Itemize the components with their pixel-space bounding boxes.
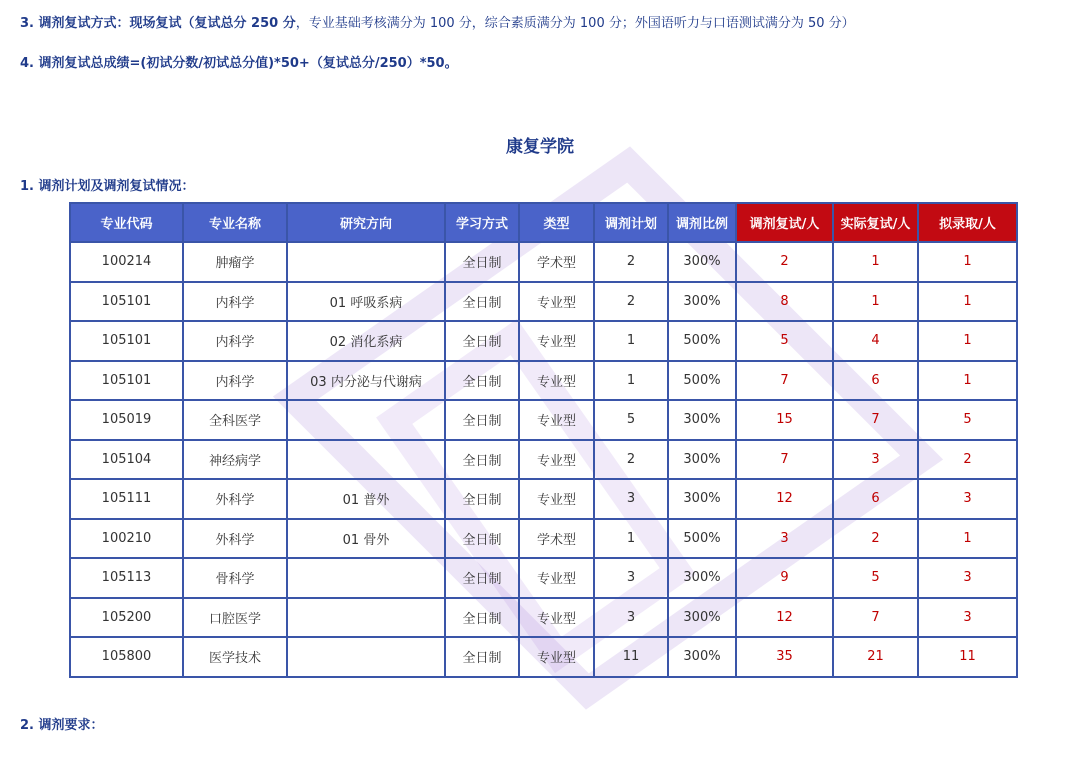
table-cell: 105111 <box>70 479 183 519</box>
column-header: 研究方向 <box>287 203 445 242</box>
table-cell: 肿瘤学 <box>183 242 287 282</box>
table-cell <box>287 637 445 677</box>
table-cell: 全日制 <box>445 361 519 401</box>
table-cell: 03 内分泌与代谢病 <box>287 361 445 401</box>
table-cell: 口腔医学 <box>183 598 287 638</box>
college-title: 康复学院 <box>506 137 574 157</box>
table-cell: 1 <box>594 361 668 401</box>
table-cell: 3 <box>594 479 668 519</box>
section-heading-plan: 1. 调剂计划及调剂复试情况： <box>20 179 195 194</box>
table-cell: 医学技术 <box>183 637 287 677</box>
column-header: 实际复试/人 <box>833 203 918 242</box>
table-row <box>70 637 1017 677</box>
table-cell: 全日制 <box>445 242 519 282</box>
column-header: 专业名称 <box>183 203 287 242</box>
table-cell: 105200 <box>70 598 183 638</box>
table-cell: 300% <box>668 479 736 519</box>
table-cell: 2 <box>594 282 668 322</box>
table-cell: 11 <box>918 637 1017 677</box>
table-cell: 专业型 <box>519 282 594 322</box>
table-cell: 3 <box>594 558 668 598</box>
table-cell <box>287 400 445 440</box>
table-cell: 500% <box>668 321 736 361</box>
table-cell: 105104 <box>70 440 183 480</box>
table-cell: 300% <box>668 282 736 322</box>
table-cell: 21 <box>833 637 918 677</box>
table-cell: 全日制 <box>445 598 519 638</box>
column-header: 调剂计划 <box>594 203 668 242</box>
table-cell: 01 呼吸系病 <box>287 282 445 322</box>
table-cell: 1 <box>594 519 668 559</box>
table-cell: 3 <box>918 598 1017 638</box>
section-heading-requirements: 2. 调剂要求： <box>20 718 104 733</box>
table-cell: 3 <box>918 558 1017 598</box>
table-cell: 01 普外 <box>287 479 445 519</box>
table-cell: 35 <box>736 637 833 677</box>
table-cell: 学术型 <box>519 519 594 559</box>
table-cell: 7 <box>736 440 833 480</box>
table-row <box>70 321 1017 361</box>
table-cell: 12 <box>736 598 833 638</box>
table-cell: 全日制 <box>445 400 519 440</box>
column-header: 学习方式 <box>445 203 519 242</box>
table-cell: 02 消化系病 <box>287 321 445 361</box>
table-row <box>70 479 1017 519</box>
table-cell: 专业型 <box>519 400 594 440</box>
column-header: 调剂复试/人 <box>736 203 833 242</box>
table-cell: 300% <box>668 598 736 638</box>
table-cell: 105101 <box>70 361 183 401</box>
table-cell: 300% <box>668 440 736 480</box>
table-cell: 外科学 <box>183 519 287 559</box>
table-cell: 内科学 <box>183 361 287 401</box>
column-header: 专业代码 <box>70 203 183 242</box>
table-cell: 1 <box>918 519 1017 559</box>
table-cell: 300% <box>668 637 736 677</box>
table-cell: 全日制 <box>445 479 519 519</box>
table-cell: 1 <box>918 242 1017 282</box>
table-cell: 300% <box>668 242 736 282</box>
table-cell: 2 <box>594 242 668 282</box>
table-cell: 105113 <box>70 558 183 598</box>
table-cell: 300% <box>668 558 736 598</box>
table-cell: 全科医学 <box>183 400 287 440</box>
table-row <box>70 519 1017 559</box>
table-cell: 15 <box>736 400 833 440</box>
table-cell: 全日制 <box>445 440 519 480</box>
table-cell: 105101 <box>70 321 183 361</box>
table-cell: 9 <box>736 558 833 598</box>
table-cell: 2 <box>833 519 918 559</box>
table-cell <box>287 598 445 638</box>
table-cell: 4 <box>833 321 918 361</box>
column-header: 类型 <box>519 203 594 242</box>
table-cell: 1 <box>918 321 1017 361</box>
table-cell: 105019 <box>70 400 183 440</box>
table-row <box>70 558 1017 598</box>
table-cell: 7 <box>736 361 833 401</box>
table-cell: 骨科学 <box>183 558 287 598</box>
table-cell: 神经病学 <box>183 440 287 480</box>
table-cell: 1 <box>918 282 1017 322</box>
retest-method-line: 3. 调剂复试方式：现场复试（复试总分 250 分，专业基础考核满分为 100 分，综合素质满分为 100 分；外国语听力与口语测试满分为 50 分） <box>20 16 855 31</box>
table-cell: 2 <box>736 242 833 282</box>
table-cell: 6 <box>833 479 918 519</box>
table-cell: 105800 <box>70 637 183 677</box>
table-row <box>70 361 1017 401</box>
table-cell: 100210 <box>70 519 183 559</box>
table-cell: 专业型 <box>519 558 594 598</box>
table-cell: 1 <box>833 242 918 282</box>
table-row <box>70 282 1017 322</box>
table-cell: 11 <box>594 637 668 677</box>
table-cell: 全日制 <box>445 558 519 598</box>
table-cell: 专业型 <box>519 637 594 677</box>
table-cell: 2 <box>594 440 668 480</box>
column-header: 拟录取/人 <box>918 203 1017 242</box>
table-cell: 1 <box>918 361 1017 401</box>
table-cell: 外科学 <box>183 479 287 519</box>
table-cell <box>287 440 445 480</box>
table-cell <box>287 242 445 282</box>
table-cell: 1 <box>594 321 668 361</box>
table-cell: 5 <box>833 558 918 598</box>
table-cell: 学术型 <box>519 242 594 282</box>
table-row <box>70 598 1017 638</box>
table-cell: 全日制 <box>445 282 519 322</box>
table-cell: 3 <box>918 479 1017 519</box>
table-cell: 专业型 <box>519 361 594 401</box>
table-cell: 100214 <box>70 242 183 282</box>
total-score-formula-line: 4. 调剂复试总成绩=(初试分数/初试总分值)*50+（复试总分/250）*50。 <box>20 56 458 71</box>
table-cell: 105101 <box>70 282 183 322</box>
table-cell: 内科学 <box>183 321 287 361</box>
table-cell: 5 <box>594 400 668 440</box>
table-cell: 500% <box>668 519 736 559</box>
table-row <box>70 242 1017 282</box>
table-cell: 专业型 <box>519 598 594 638</box>
table-cell: 专业型 <box>519 440 594 480</box>
table-cell: 5 <box>736 321 833 361</box>
table-cell: 全日制 <box>445 519 519 559</box>
table-cell: 专业型 <box>519 321 594 361</box>
table-cell: 1 <box>833 282 918 322</box>
table-cell: 专业型 <box>519 479 594 519</box>
table-cell: 内科学 <box>183 282 287 322</box>
table-cell: 2 <box>918 440 1017 480</box>
table-cell: 8 <box>736 282 833 322</box>
table-cell: 12 <box>736 479 833 519</box>
table-cell: 300% <box>668 400 736 440</box>
table-cell <box>287 558 445 598</box>
table-header-row <box>70 203 1017 242</box>
table-row <box>70 440 1017 480</box>
table-cell: 3 <box>736 519 833 559</box>
adjustment-table <box>69 202 1018 678</box>
table-row <box>70 400 1017 440</box>
table-cell: 5 <box>918 400 1017 440</box>
table-cell: 7 <box>833 598 918 638</box>
table-cell: 3 <box>594 598 668 638</box>
column-header: 调剂比例 <box>668 203 736 242</box>
table-cell: 500% <box>668 361 736 401</box>
table-cell: 7 <box>833 400 918 440</box>
table-cell: 全日制 <box>445 321 519 361</box>
table-cell: 6 <box>833 361 918 401</box>
table-cell: 3 <box>833 440 918 480</box>
table-cell: 01 骨外 <box>287 519 445 559</box>
table-cell: 全日制 <box>445 637 519 677</box>
